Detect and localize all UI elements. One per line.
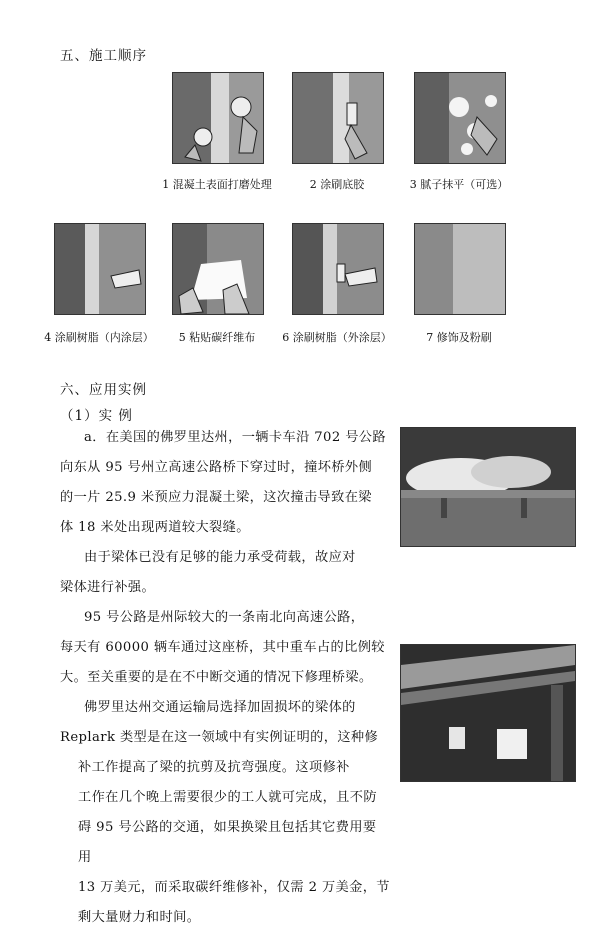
para-1-line-4: 体 18 米处出现两道较大裂缝。 [60, 520, 250, 535]
step-4-caption: 4 涂刷树脂（内涂层） [44, 331, 154, 344]
para-3-line-1: 95 号公路是州际较大的一条南北向高速公路， [84, 610, 365, 625]
step-2-illustration [292, 72, 384, 164]
step-7-illustration [414, 223, 506, 315]
para-3-line-3: 大。至关重要的是在不中断交通的情况下修理桥梁。 [60, 670, 373, 685]
step-6-illustration [292, 223, 384, 315]
para-4-line-5: 碍 95 号公路的交通，如果换梁且包括其它费用要用 [78, 820, 377, 865]
section-5-heading: 五、施工顺序 [60, 48, 147, 64]
step-4-illustration [54, 223, 146, 315]
para-4-line-7: 剩大量财力和时间。 [78, 910, 201, 925]
para-2-line-2: 梁体进行补强。 [60, 580, 156, 595]
repair-photo [400, 644, 576, 782]
para-4-line-2: Replark 类型是在这一领域中有实例证明的，这种修 [60, 730, 379, 745]
para-4-line-1: 佛罗里达州交通运输局选择加固损坏的梁体的 [84, 700, 356, 715]
bridge-photo [400, 427, 576, 547]
example-subheading: （1）实 例 [60, 408, 133, 424]
example-body [60, 423, 390, 933]
para-4-line-6: 13 万美元，而采取碳纤维修补，仅需 2 万美金，节 [78, 880, 390, 895]
para-3-line-2: 每天有 60000 辆车通过这座桥，其中重车占的比例较 [60, 640, 385, 655]
para-4-line-3: 补工作提高了梁的抗剪及抗弯强度。这项修补 [78, 760, 350, 775]
step-7-caption: 7 修饰及粉刷 [426, 331, 492, 344]
para-2-line-1: 由于梁体已没有足够的能力承受荷载，故应对 [84, 550, 356, 565]
step-1-illustration [172, 72, 264, 164]
step-1-caption: 1 混凝土表面打磨处理 [162, 178, 272, 191]
para-1-line-3: 的一片 25.9 米预应力混凝土梁，这次撞击导致在梁 [60, 490, 372, 505]
step-5-caption: 5 粘贴碳纤维布 [178, 331, 256, 344]
step-6-caption: 6 涂刷树脂（外涂层） [282, 331, 392, 344]
section-6-heading: 六、应用实例 [60, 382, 147, 398]
para-4-line-4: 工作在几个晚上需要很少的工人就可完成，且不防 [78, 790, 377, 805]
step-3-caption: 3 腻子抹平（可选） [409, 178, 509, 191]
step-3-illustration [414, 72, 506, 164]
para-1-line-1: a．在美国的佛罗里达州，一辆卡车沿 702 号公路 [84, 430, 386, 445]
step-2-caption: 2 涂刷底胶 [309, 178, 365, 191]
para-1-line-2: 向东从 95 号州立高速公路桥下穿过时，撞坏桥外侧 [60, 460, 373, 475]
step-5-illustration [172, 223, 264, 315]
